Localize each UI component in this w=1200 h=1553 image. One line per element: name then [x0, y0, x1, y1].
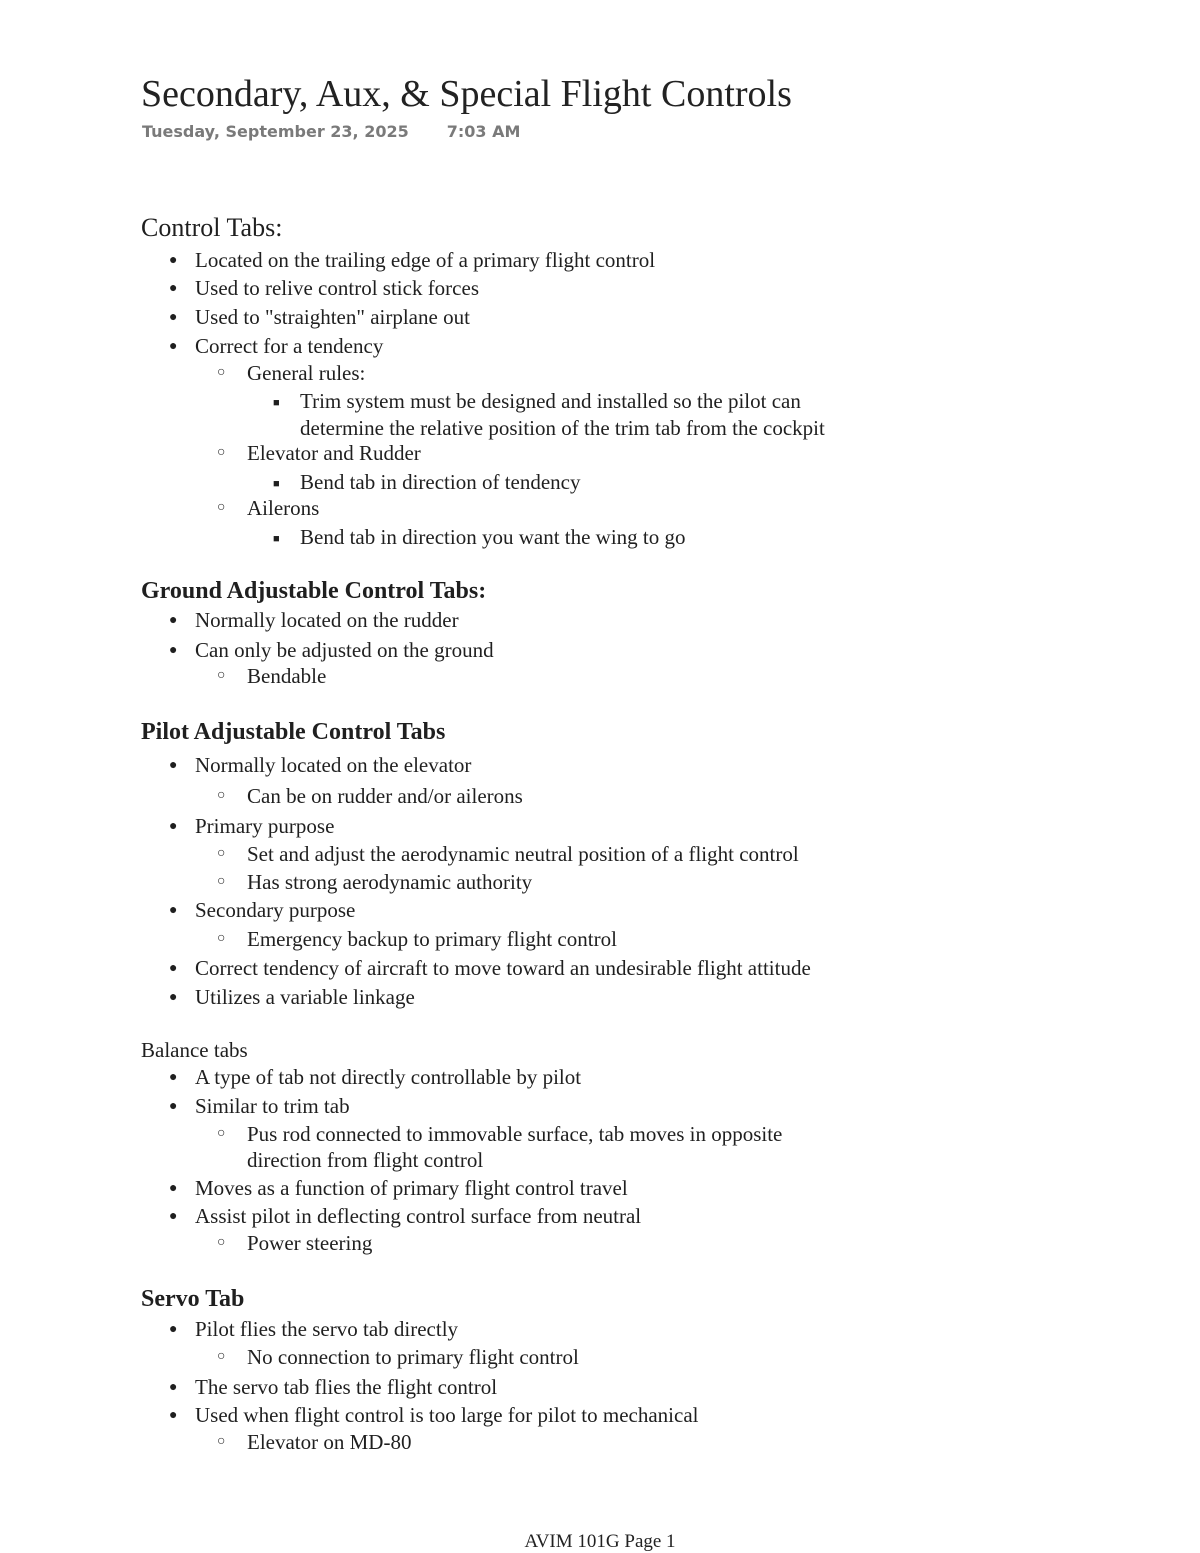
list-item-continuation: direction from flight control: [247, 1148, 484, 1172]
section-heading-pilot-tabs: Pilot Adjustable Control Tabs: [141, 719, 446, 745]
list-item: ● Correct tendency of aircraft to move toward an undesirable flight attitude: [169, 956, 811, 980]
list-item: ● Secondary purpose: [169, 898, 356, 922]
page-footer: AVIM 101G Page 1: [524, 1531, 676, 1552]
page-timestamp: [142, 122, 520, 141]
list-item: ○ Ailerons: [217, 496, 320, 520]
section-heading-ground-tabs: Ground Adjustable Control Tabs:: [141, 578, 487, 604]
list-item: ● Used to "straighten" airplane out: [169, 305, 470, 329]
list-item: ● The servo tab flies the flight control: [169, 1375, 498, 1399]
list-item: ○ No connection to primary flight control: [217, 1345, 579, 1369]
page-title: Secondary, Aux, & Special Flight Controls: [141, 73, 792, 115]
list-item: ● Used to relive control stick forces: [169, 276, 479, 300]
list-item: ● Located on the trailing edge of a primary flight control: [169, 248, 656, 272]
page-time: 7:03 AM: [446, 122, 521, 141]
list-item: ■ Bend tab in direction of tendency: [273, 470, 581, 494]
list-item: ● Normally located on the elevator: [169, 753, 472, 777]
list-item: ● Pilot flies the servo tab directly: [169, 1317, 459, 1341]
list-item: ○ Pus rod connected to immovable surface, tab moves in opposite: [217, 1122, 783, 1146]
list-item: ○ Emergency backup to primary flight control: [217, 927, 617, 951]
list-item: ■ Trim system must be designed and installed so the pilot can: [273, 389, 801, 413]
list-item: ○ Set and adjust the aerodynamic neutral position of a flight control: [217, 842, 799, 866]
list-item: ○ Can be on rudder and/or ailerons: [217, 784, 523, 808]
list-item: ○ General rules:: [217, 361, 366, 385]
list-item: ○ Power steering: [217, 1231, 373, 1255]
section-heading-control-tabs: Control Tabs:: [141, 213, 283, 242]
list-item: ● Moves as a function of primary flight control travel: [169, 1176, 628, 1200]
section-heading-servo-tab: Servo Tab: [141, 1286, 245, 1312]
page-date: Tuesday, September 23, 2025: [142, 122, 409, 141]
list-item: ● Similar to trim tab: [169, 1094, 350, 1118]
list-item: ○ Has strong aerodynamic authority: [217, 870, 533, 894]
list-item: ● Normally located on the rudder: [169, 608, 459, 632]
list-item: ● Correct for a tendency: [169, 334, 384, 358]
list-item: ○ Bendable: [217, 664, 327, 688]
list-item: ● Can only be adjusted on the ground: [169, 638, 494, 662]
list-item: ● A type of tab not directly controllable by pilot: [169, 1065, 582, 1089]
list-item: ■ Bend tab in direction you want the wing to go: [273, 525, 686, 549]
list-item: ● Used when flight control is too large for pilot to mechanical: [169, 1403, 699, 1427]
list-item: ○ Elevator and Rudder: [217, 441, 421, 465]
list-item-continuation: determine the relative position of the trim tab from the cockpit: [300, 416, 825, 440]
list-item: ○ Elevator on MD-80: [217, 1430, 412, 1454]
list-item: ● Assist pilot in deflecting control surface from neutral: [169, 1204, 642, 1228]
section-heading-balance-tabs: Balance tabs: [141, 1038, 248, 1062]
list-item: ● Utilizes a variable linkage: [169, 985, 415, 1009]
list-item: ● Primary purpose: [169, 814, 335, 838]
